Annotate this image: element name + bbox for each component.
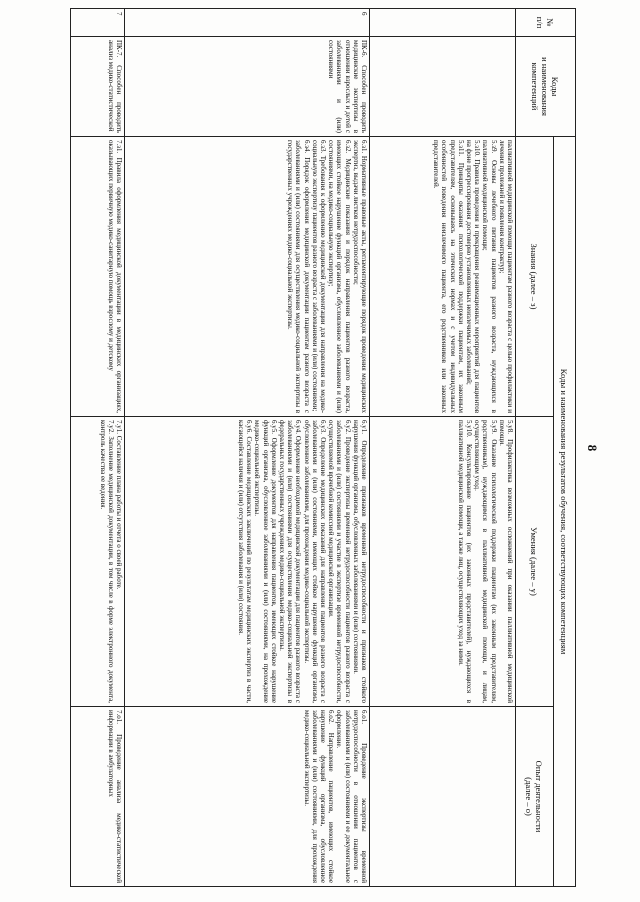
page-number: 8 [585, 444, 600, 452]
table-row [71, 9, 125, 887]
row-number: 7 [71, 9, 125, 37]
skill-item: 5.у10. Консультирование пациентов (их законных представителей), нуждающихся в паллиативной медицинской помощи, а также лиц, осуществляющих уход за ними. [456, 420, 473, 703]
experience-cell [71, 707, 125, 887]
knowledge-cell [370, 137, 516, 417]
header-code: Коды и наименования компетенций [516, 37, 576, 137]
knowledge-item: 5.з9. Основы лечебного питания пациентов разного возраста, нуждающихся в паллиативной медицинской помощи; [481, 140, 498, 413]
skill-item: 7.у2. Заполнение медицинской документации, в том числе в форме электронного документа, контроль качества ее ведения. [98, 420, 115, 703]
skill-item: 6.у4. Оформление необходимой медицинской документации для пациентов разного возраста с заболеваниями и (или) состояниями для осуществления медико-социальной экспертизы в федеральных государственных учреждениях медико-социальной экспертизы. [277, 420, 303, 703]
knowledge-item: паллиативной медицинской помощи пациентам разного возраста с целью профилактики и лечения пролежней и появления контрактур; [497, 140, 514, 413]
knowledge-item: 5.з10. Правила проведения и прекращения реанимационных мероприятий для пациентов на фоне прогрессирования достоверно установленных неизлечимых заболеваний; [464, 140, 482, 413]
skills-cell [370, 417, 516, 707]
knowledge-cell [125, 137, 370, 417]
experience-cell [370, 707, 516, 887]
table-row [125, 9, 370, 887]
header-num: № п/п [516, 9, 576, 37]
experience-item: 6.о2. Направление пациентов, имеющих стойкое нарушение функций организма, обусловленное заболеваниями и (или) состояниями, для прохождения медико-социальной экспертизы. [302, 710, 336, 883]
rotated-sheet [57, 8, 602, 886]
experience-item: 7.о1. Проведение анализа медико-статистической информации в амбулаторных [106, 710, 123, 883]
knowledge-item: 5.з11. Принципы оказания психологической поддержки пациентам, их законным представителям, основываясь на этических нормах и с учетом индивидуальных особенностей поведения неизлечимого пациента, его родственников или законных представителей. [432, 140, 465, 413]
experience-cell [125, 707, 370, 887]
competency-code [370, 37, 516, 137]
knowledge-item: 6.з3. Требования к оформлению медицинской документации для направления на медико-социальную экспертизу пациентов разного возраста с заболеваниями и (или) состояниями; [310, 140, 327, 413]
row-number [370, 9, 516, 37]
row-number: 6 [125, 9, 370, 37]
table-row [370, 9, 516, 887]
header-experience: Опыт деятельности (далее – о) [516, 707, 554, 887]
table-subheader-row [516, 9, 554, 887]
skill-item: 6.у1. Определение признаков временной нетрудоспособности и признаков стойкого нарушения функций организма, обусловленных заболеваниями и (или) состояниями. [351, 420, 368, 703]
experience-item: 6.о1. Проведение экспертизы временной нетрудоспособности в отношении пациентов с заболеваниями и (или) состояниями и ее документальное оформление. [335, 710, 368, 883]
header-knowledge: Знания (далее – з) [516, 137, 554, 417]
skill-item: 5.у8. Профилактика возможных осложнений при оказании паллиативной медицинской помощи. [497, 420, 514, 703]
skill-item: 6.у5. Оформление документов для направления пациентов, имеющих стойкое нарушение функций организма, обусловленное заболеваниями и (или) состояниями, на прохождение медико-социальной экспертизы. [253, 420, 278, 703]
competency-table [70, 8, 576, 887]
skill-item: 6.у2. Проведение экспертизы временной нетрудоспособности пациентов разного возраста с заболеваниями и (или) состояниями и участие в экспертизе временной нетрудоспособности, осуществляемой врачебной комиссией медицинской организации. [327, 420, 352, 703]
knowledge-item: 6.з1. Нормативные правовые акты, регламентирующие порядок проведения медицинских экспертиз, выдачи листков нетрудоспособности; [351, 140, 368, 413]
knowledge-item: 7.з1. Правила оформления медицинской документации в медицинских организациях, оказывающих первичную медико-санитарную помощь взрослому и детскому [106, 140, 123, 413]
header-skills: Умения (далее – у) [516, 417, 554, 707]
knowledge-item: 6.з2. Медицинские показания и порядок направления пациентов разного возраста, имеющих стойкое нарушение функций организма, обусловленное заболеваниями и (или) состояниями, на медико-социальную экспертизу; [327, 140, 352, 413]
skill-item: 6.у3. Определение медицинских показаний для направления пациентов разного возраста с заболеваниями и (или) состояниями, имеющих стойкое нарушение функций организма, обусловленное заболеваниями, для прохождения медико-социальной экспертизы. [302, 420, 327, 703]
skill-item: 5.у9. Оказание психологической поддержки пациентам (их законным представителям, родственникам), нуждающимся в паллиативной медицинской помощи, и лицам, осуществляющим уход. [473, 420, 498, 703]
knowledge-item: 6.з4. Порядок оформления медицинской документации пациентам разного возраста с заболеваниями и (или) состояниями для осуществления медико-социальной экспертизы в государственных учреждениях медико-социальной экспертизы. [286, 140, 311, 413]
knowledge-cell [71, 137, 125, 417]
competency-code: ПК-7. Способен проводить анализ медико-статистической [71, 37, 125, 137]
skill-item: 6.у6. Составление медицинских заключений по результатам медицинских экспертиз в части, касающейся наличия и (или) отсутствия заболевания и (или) состояния. [236, 420, 254, 703]
table-header-row [554, 9, 576, 887]
skill-item: 7.у1. Составление плана работы и отчета о своей работе. [115, 420, 123, 590]
competency-code: ПК-6. Способен проводить медицинские экспертизы в отношении взрослых и детей с заболеваниями и (или) состояниями [125, 37, 370, 137]
header-group-title: Коды и наименования результатов обучения, соответствующих компетенциям [554, 137, 576, 887]
skills-cell [125, 417, 370, 707]
skills-cell [71, 417, 125, 707]
